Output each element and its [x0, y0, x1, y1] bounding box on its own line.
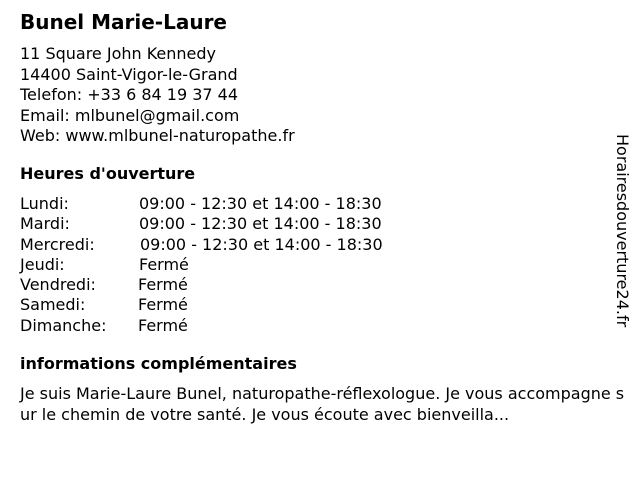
day-label: Vendredi: — [20, 275, 96, 295]
address-street: 11 Square John Kennedy — [20, 44, 217, 63]
day-label: Lundi: — [20, 194, 69, 213]
day-label: Jeudi: — [20, 254, 65, 274]
site-watermark: Horairesdouverture24.fr — [613, 134, 632, 328]
day-hours: 09:00 - 12:30 et 14:00 - 18:30 — [139, 214, 382, 234]
day-label: Dimanche: — [20, 315, 107, 335]
hours-heading: Heures d'ouverture — [20, 164, 196, 183]
business-name: Bunel Marie-Laure — [20, 10, 227, 34]
address-city: 14400 Saint-Vigor-le-Grand — [20, 64, 238, 84]
day-label: Mardi: — [20, 214, 70, 234]
web-line: Web: www.mlbunel-naturopathe.fr — [20, 126, 295, 145]
day-hours: Fermé — [138, 275, 188, 295]
email-line: Email: mlbunel@gmail.com — [20, 105, 240, 125]
day-hours: Fermé — [138, 295, 188, 315]
info-description: Je suis Marie-Laure Bunel, naturopathe-réflexologue. Je vous accompagne sur le chemin de votre santé. Je vous écoute avec bienveilla... — [20, 384, 625, 424]
day-hours: Fermé — [138, 315, 188, 335]
day-label: Mercredi: — [20, 234, 95, 254]
info-heading: informations complémentaires — [20, 354, 297, 373]
day-hours: 09:00 - 12:30 et 14:00 - 18:30 — [139, 194, 382, 213]
day-hours: Fermé — [139, 254, 189, 274]
contact-block — [20, 44, 295, 147]
phone-line: Telefon: +33 6 84 19 37 44 — [20, 85, 239, 104]
day-hours: 09:00 - 12:30 et 14:00 - 18:30 — [140, 234, 383, 254]
day-label: Samedi: — [20, 295, 86, 315]
